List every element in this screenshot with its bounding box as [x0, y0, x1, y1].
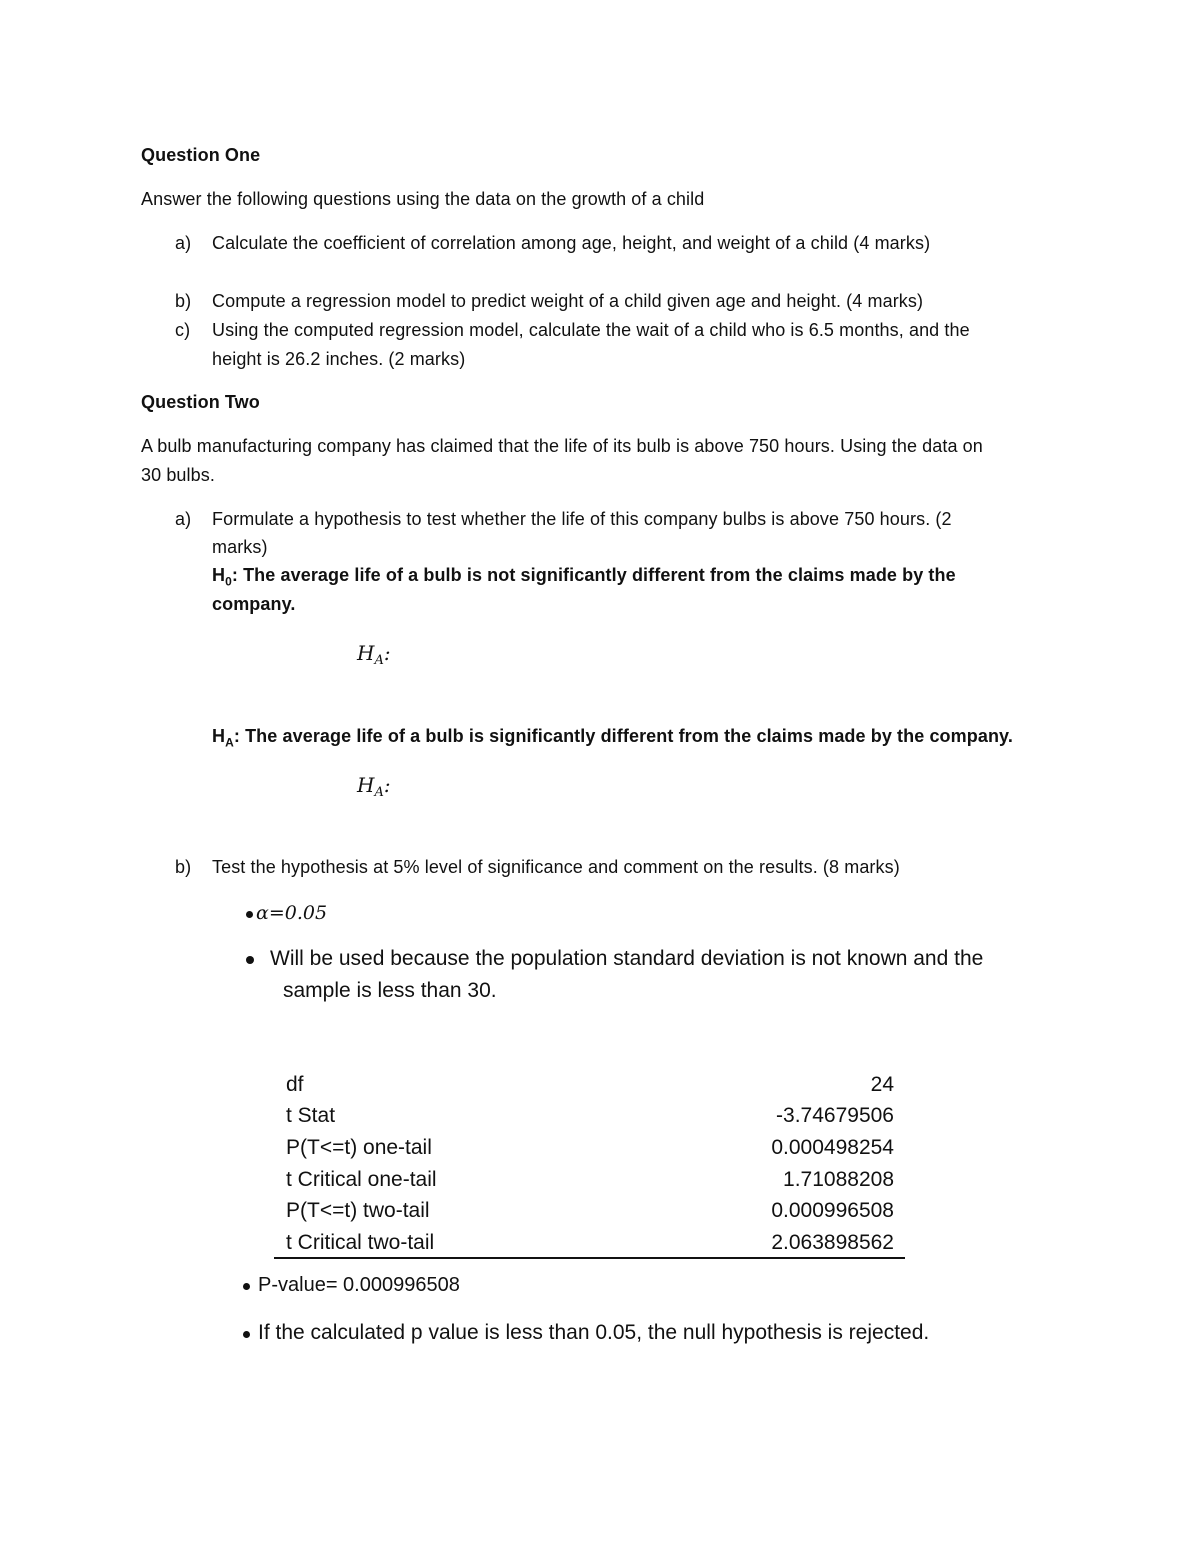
q2-item-a-label: a): [175, 509, 192, 529]
q1-item-a-label: a): [175, 233, 192, 253]
q1-item-b-label: b): [175, 291, 192, 311]
question-two-heading: Question Two: [141, 392, 260, 412]
q2-item-a-line1: Formulate a hypothesis to test whether the life of this company bulbs is above 750 hours. (2: [212, 509, 952, 529]
row-label: df: [286, 1073, 304, 1096]
bullet-icon: [243, 1283, 250, 1290]
q2-item-a-line2: marks): [212, 537, 268, 557]
q2-item-b-text: Test the hypothesis at 5% level of significance and comment on the results. (8 marks): [212, 857, 900, 877]
q1-item-a-text: Calculate the coefficient of correlation among age, height, and weight of a child (4 marks): [212, 233, 931, 253]
bullet-icon: [243, 1331, 250, 1338]
row-value: 2.063898562: [771, 1231, 894, 1254]
row-value: 24: [870, 1073, 894, 1096]
row-label: t Critical two-tail: [286, 1231, 435, 1254]
bullet-icon: [246, 911, 253, 918]
question-two-intro-line1: A bulb manufacturing company has claimed that the life of its bulb is above 750 hours. Using the data on: [141, 436, 983, 456]
row-value: 0.000498254: [771, 1136, 894, 1159]
row-value: 1.71088208: [783, 1168, 894, 1191]
row-label: P(T<=t) two-tail: [286, 1199, 430, 1222]
test-reason-line1: Will be used because the population standard deviation is not known and the: [270, 947, 984, 970]
table-bottom-border: [274, 1257, 905, 1259]
row-value: -3.74679506: [776, 1104, 894, 1127]
test-reason-line2: sample is less than 30.: [283, 979, 497, 1002]
alpha-value: α=0.05: [256, 902, 328, 924]
question-two-intro-line2: 30 bulbs.: [141, 465, 215, 485]
q1-item-c-label: c): [175, 320, 191, 340]
math-equation-ha-1: $H_A$:: [357, 641, 391, 668]
bullet-icon: [246, 956, 254, 964]
question-one-heading: Question One: [141, 145, 261, 165]
null-hypothesis-line1: $H_0$: The average life of a bulb is not significantly different from the claims made by the: [212, 565, 956, 589]
q1-item-c-line1: Using the computed regression model, calculate the wait of a child who is 6.5 months, and the: [212, 320, 970, 340]
row-label: P(T<=t) one-tail: [286, 1136, 432, 1159]
conclusion-statement: If the calculated p value is less than 0.05, the null hypothesis is rejected.: [258, 1321, 930, 1344]
row-label: t Stat: [286, 1104, 336, 1127]
row-value: 0.000996508: [771, 1199, 894, 1222]
row-label: t Critical one-tail: [286, 1168, 437, 1191]
null-hypothesis-line2: company.: [212, 594, 296, 614]
alternative-hypothesis: $H_A$: The average life of a bulb is significantly different from the claims made by the company.: [212, 726, 1013, 750]
question-one-intro: Answer the following questions using the data on the growth of a child: [141, 189, 705, 209]
q2-item-b-label: b): [175, 857, 192, 877]
p-value-statement: P-value= 0.000996508: [258, 1274, 460, 1296]
q1-item-b-text: Compute a regression model to predict weight of a child given age and height. (4 marks): [212, 291, 924, 311]
math-equation-ha-2: $H_A$:: [357, 773, 391, 800]
q1-item-c-line2: height is 26.2 inches. (2 marks): [212, 349, 466, 369]
